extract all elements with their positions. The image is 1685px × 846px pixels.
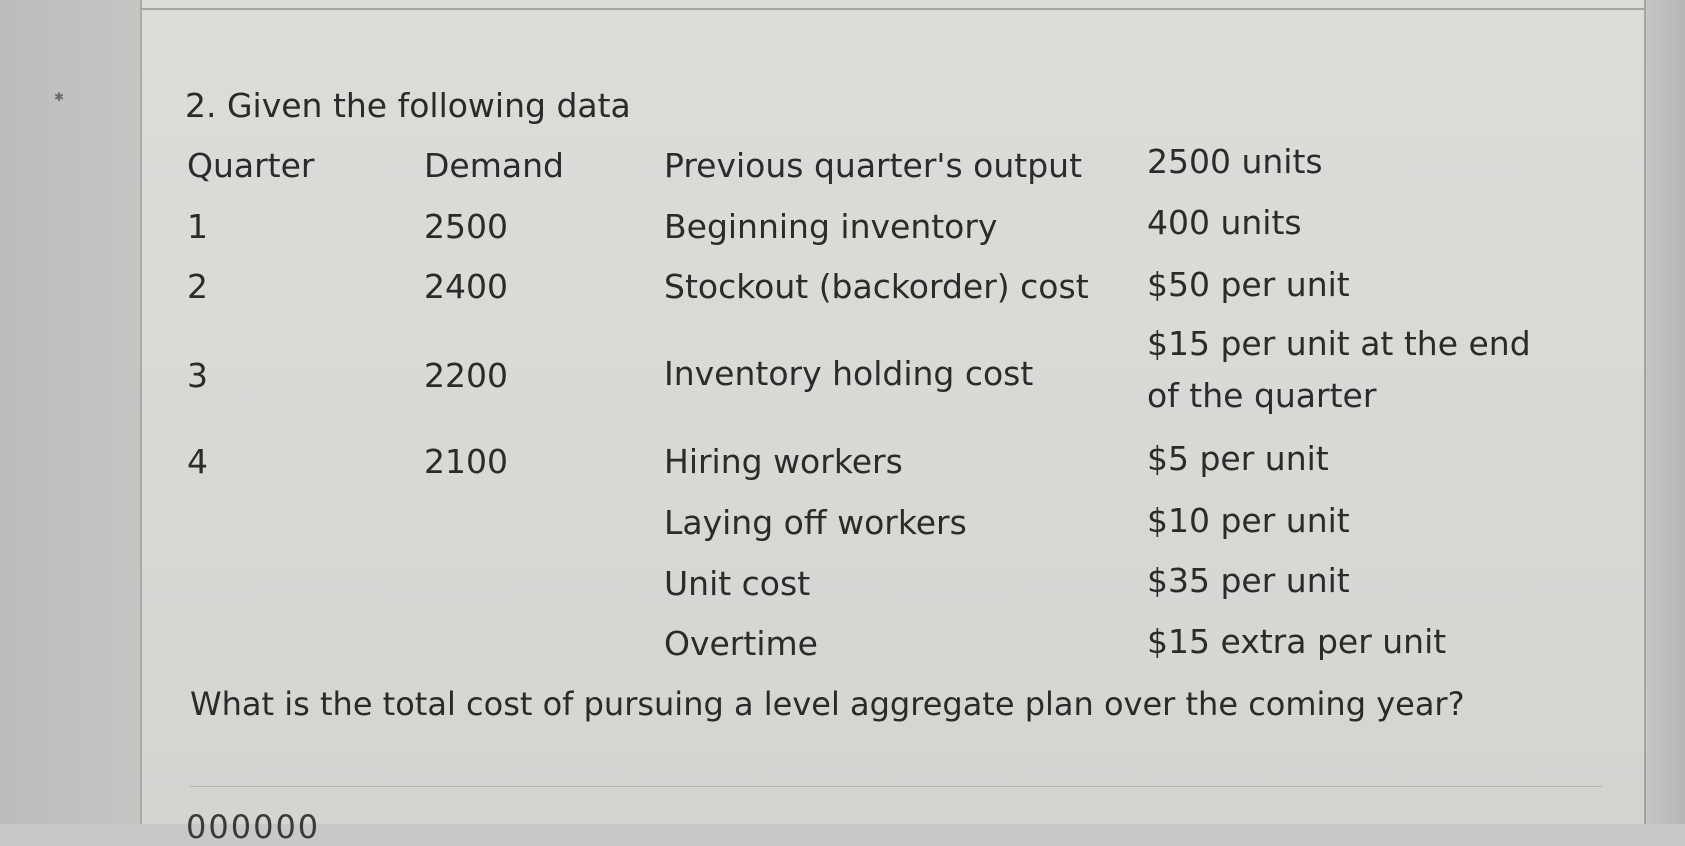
answer-text: 000000 bbox=[186, 808, 321, 846]
background-left bbox=[0, 0, 140, 824]
demand-header: Demand bbox=[424, 146, 564, 185]
param-value: $5 per unit bbox=[1147, 439, 1329, 478]
param-label: Previous quarter's output bbox=[664, 146, 1083, 185]
param-label: Hiring workers bbox=[664, 442, 903, 481]
quarter-cell: 2 bbox=[187, 267, 208, 306]
answer-preview bbox=[186, 808, 352, 846]
demand-cell: 2400 bbox=[424, 267, 508, 306]
demand-cell: 2500 bbox=[424, 207, 508, 246]
param-label: Inventory holding cost bbox=[664, 354, 1034, 393]
param-value: $15 extra per unit bbox=[1147, 622, 1447, 661]
bullet-icon: ✱ bbox=[54, 90, 65, 104]
demand-cell: 2100 bbox=[424, 442, 508, 481]
quarter-cell: 1 bbox=[187, 207, 208, 246]
param-value: $15 per unit at the end of the quarter bbox=[1147, 324, 1531, 415]
top-divider bbox=[140, 8, 1646, 10]
param-value: $10 per unit bbox=[1147, 501, 1350, 540]
param-label: Laying off workers bbox=[664, 503, 967, 542]
question-title: 2. Given the following data bbox=[185, 86, 631, 125]
demand-cell: 2200 bbox=[424, 356, 508, 395]
param-label: Beginning inventory bbox=[664, 207, 998, 246]
param-label: Overtime bbox=[664, 624, 818, 663]
background-right bbox=[1647, 0, 1685, 824]
param-value: $50 per unit bbox=[1147, 265, 1350, 304]
param-label: Unit cost bbox=[664, 564, 811, 603]
param-value: 2500 units bbox=[1147, 142, 1323, 181]
param-label: Stockout (backorder) cost bbox=[664, 267, 1089, 306]
answer-divider bbox=[190, 786, 1602, 787]
quarter-header: Quarter bbox=[187, 146, 315, 185]
param-value: 400 units bbox=[1147, 203, 1302, 242]
quarter-cell: 3 bbox=[187, 356, 208, 395]
question-prompt: What is the total cost of pursuing a level aggregate plan over the coming year? bbox=[190, 685, 1465, 723]
quarter-cell: 4 bbox=[187, 442, 208, 481]
param-value: $35 per unit bbox=[1147, 561, 1350, 600]
